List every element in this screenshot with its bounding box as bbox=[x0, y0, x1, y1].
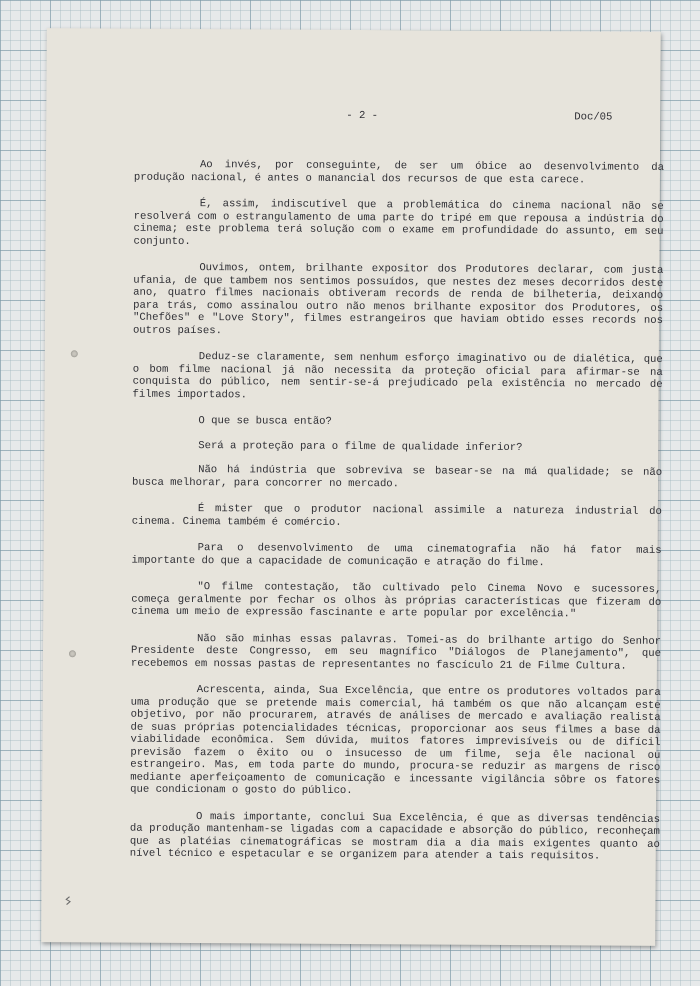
paragraph: Para o desenvolvimento de uma cinematografia não há fator mais importante do que a capacidade de comunicação e atração do filme. bbox=[131, 542, 662, 569]
paragraph: Não são minhas essas palavras. Tomei-as do brilhante artigo do Senhor Presidente deste Congresso, em seu magnífico "Diálogos de Planejamento", que recebemos em nossas pastas de representantes no fascículo 21 de Filme Cultura. bbox=[130, 632, 662, 673]
paragraph: Acrescenta, ainda, Sua Excelência, que entre os produtores voltados para uma produção que se pretende mais comercial, há também os que não alcançam este objetivo, por não procurarem, através de análises de mercado e avaliação realista de suas próprias potencialidades técnicas, proporcionar aos seus filmes a base da viabilidade econômica. Sem dúvida, muitos fatores imprevisíveis ou de difícil previsão fazem o êxito ou o insucesso de um filme, seja êle nacional ou estrangeiro. Mas, em toda parte do mundo, procura-se reduzir as margens de risco mediante aperfeiçoamento de comunicação e incessante vigilância sôbre os fatores que condicionam o gosto do público. bbox=[130, 684, 661, 798]
document-reference: Doc/05 bbox=[574, 111, 613, 124]
punch-hole bbox=[69, 650, 76, 657]
paragraph: Será a proteção para o filme de qualidade inferior? bbox=[198, 439, 523, 454]
punch-hole bbox=[71, 350, 78, 357]
page-number: - 2 - bbox=[346, 109, 379, 123]
paragraph: O que se busca então? bbox=[198, 415, 332, 428]
page-header bbox=[46, 108, 660, 124]
document-body bbox=[130, 159, 664, 878]
quote-paragraph: "O filme contestação, tão cultivado pelo Cinema Novo e sucessores, começa geralmente por fechar os olhos às próprias características que fizeram do cinema um meio de expressão fascinante e arte popular por excelência." bbox=[131, 581, 662, 621]
paragraph: O mais importante, conclui Sua Excelência, é que as diversas tendências da produção mantenham-se ligadas com a capacidade e absorção do público, reconheçam que as platéias cinematográficas se mostram dia a dia mais exigentes quanto ao nível técnico e espetacular e se organizem para atender a tais requisitos. bbox=[129, 810, 661, 863]
paragraph: Ouvimos, ontem, brilhante expositor dos Produtores declarar, com justa ufania, de que tambem nos sentimos possuídos, que nestes dez meses decorridos deste ano, quatro filmes nacionais obtiveram records de renda de bilheteria, deixando para trás, como assinalou outro não menos brilhante expositor dos Produtores, os "Chefões" e "Love Story", filmes estrangeiros que haviam obtido esses records nos outros países. bbox=[132, 262, 664, 337]
paragraph: Deduz-se claramente, sem nenhum esforço imaginativo ou de dialética, que o bom filme nacional já não necessita da proteção oficial para afirmar-se na conquista do público, nem sentir-se-á prejudicado pela existência no mercado de filmes importados. bbox=[132, 351, 663, 401]
paragraph: Não há indústria que sobreviva se basear-se na má qualidade; se não busca melhorar, para concorrer no mercado. bbox=[131, 464, 663, 490]
paragraph: É, assim, indiscutível que a problemática do cinema nacional não se resolverá com o estrangulamento de uma parte do tripé em que repousa a indústria do cinema; este problema terá solução com o exame em profundidade do assunto, em seu conjunto. bbox=[133, 198, 664, 248]
document-page bbox=[41, 28, 664, 946]
paragraph: Ao invés, por conseguinte, de ser um óbice ao desenvolvimento da produção nacional, é antes o manancial dos recursos de que esta carece. bbox=[133, 159, 664, 186]
paragraph: É mister que o produtor nacional assimile a natureza industrial do cinema. Cinema também é comércio. bbox=[131, 503, 662, 529]
ink-mark: ϟ bbox=[60, 893, 75, 910]
